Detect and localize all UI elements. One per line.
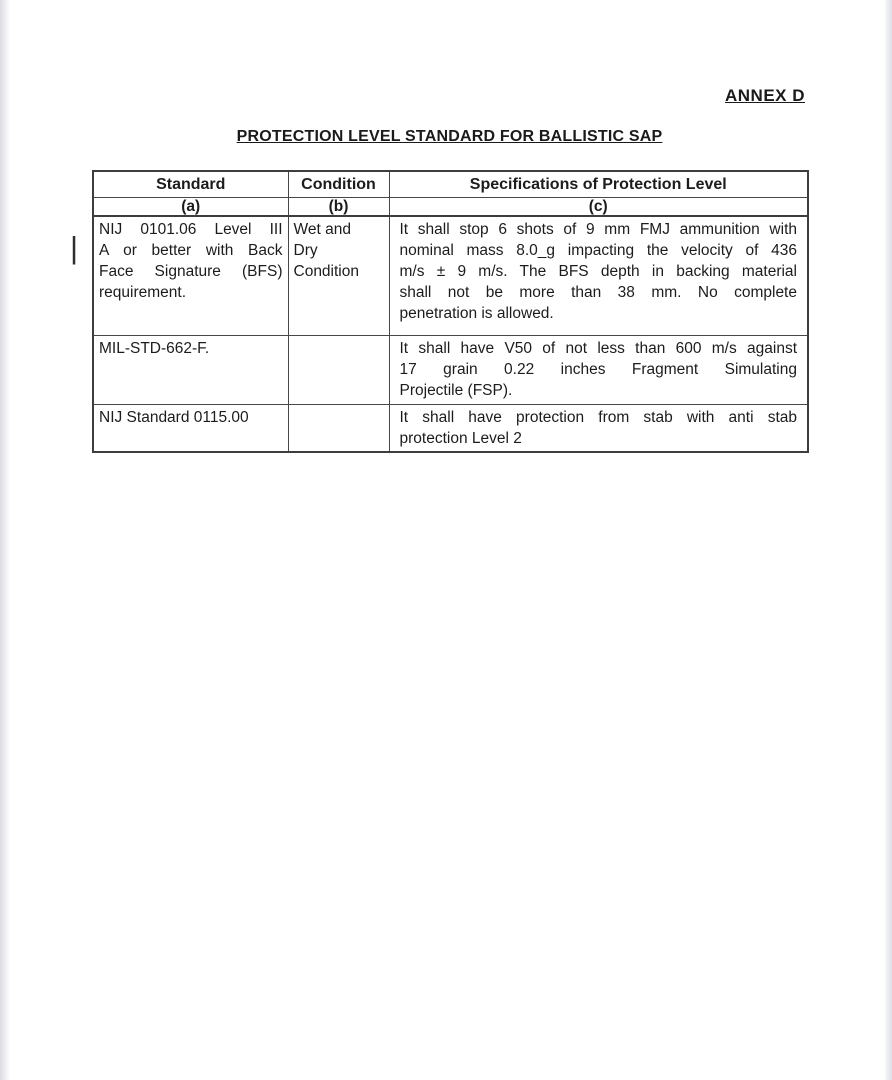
text-line: It shall stop 6 shots of 9 mm FMJ ammunition with xyxy=(399,221,797,238)
table-subheader-row xyxy=(93,198,808,217)
revision-change-bar: | xyxy=(70,230,79,265)
text-line: Condition xyxy=(293,263,359,280)
cell-condition xyxy=(288,216,389,336)
text-line: protection Level 2 xyxy=(399,430,522,447)
text-line: 17 grain 0.22 inches Fragment Simulating xyxy=(399,361,797,378)
page-title: PROTECTION LEVEL STANDARD FOR BALLISTIC SAP xyxy=(236,128,663,145)
cell-specifications xyxy=(389,216,808,336)
table-header-row xyxy=(93,171,808,198)
cell-specifications xyxy=(389,405,808,453)
text-line: m/s ± 9 m/s. The BFS depth in backing material xyxy=(399,263,797,280)
cell-condition xyxy=(288,336,389,405)
column-letter-b: (b) xyxy=(288,198,389,217)
table-row xyxy=(93,405,808,453)
cell-condition xyxy=(288,405,389,453)
text-line: NIJ Standard 0115.00 xyxy=(99,409,249,426)
protection-standards-table xyxy=(92,170,809,453)
page-left-edge-shadow xyxy=(0,0,10,1080)
cell-standard xyxy=(93,216,288,336)
annex-label: ANNEX D xyxy=(724,86,805,105)
column-header-specs: Specifications of Protection Level xyxy=(389,171,808,198)
column-header-condition: Condition xyxy=(288,171,389,198)
column-letter-c: (c) xyxy=(389,198,808,217)
text-line: Face Signature (BFS) xyxy=(99,263,283,280)
text-line: Projectile (FSP). xyxy=(399,382,513,399)
cell-specifications xyxy=(389,336,808,405)
text-line: shall not be more than 38 mm. No complete xyxy=(399,284,797,301)
text-line: nominal mass 8.0_g impacting the velocity of 436 xyxy=(399,242,797,259)
text-line: penetration is allowed. xyxy=(399,305,554,322)
cell-standard xyxy=(93,336,288,405)
text-line: MIL-STD-662-F. xyxy=(99,340,210,357)
table-row xyxy=(93,216,808,336)
page-right-edge-shadow xyxy=(884,0,892,1080)
text-line: NIJ 0101.06 Level III xyxy=(99,221,283,238)
column-header-standard: Standard xyxy=(93,171,288,198)
text-line: requirement. xyxy=(99,284,187,301)
table-row xyxy=(93,336,808,405)
cell-standard xyxy=(93,405,288,453)
text-line: It shall have protection from stab with anti stab xyxy=(399,409,797,426)
text-line: A or better with Back xyxy=(99,242,283,259)
text-line: Wet and xyxy=(293,221,351,238)
text-line: It shall have V50 of not less than 600 m/s against xyxy=(399,340,797,357)
text-line: Dry xyxy=(293,242,318,259)
column-letter-a: (a) xyxy=(93,198,288,217)
